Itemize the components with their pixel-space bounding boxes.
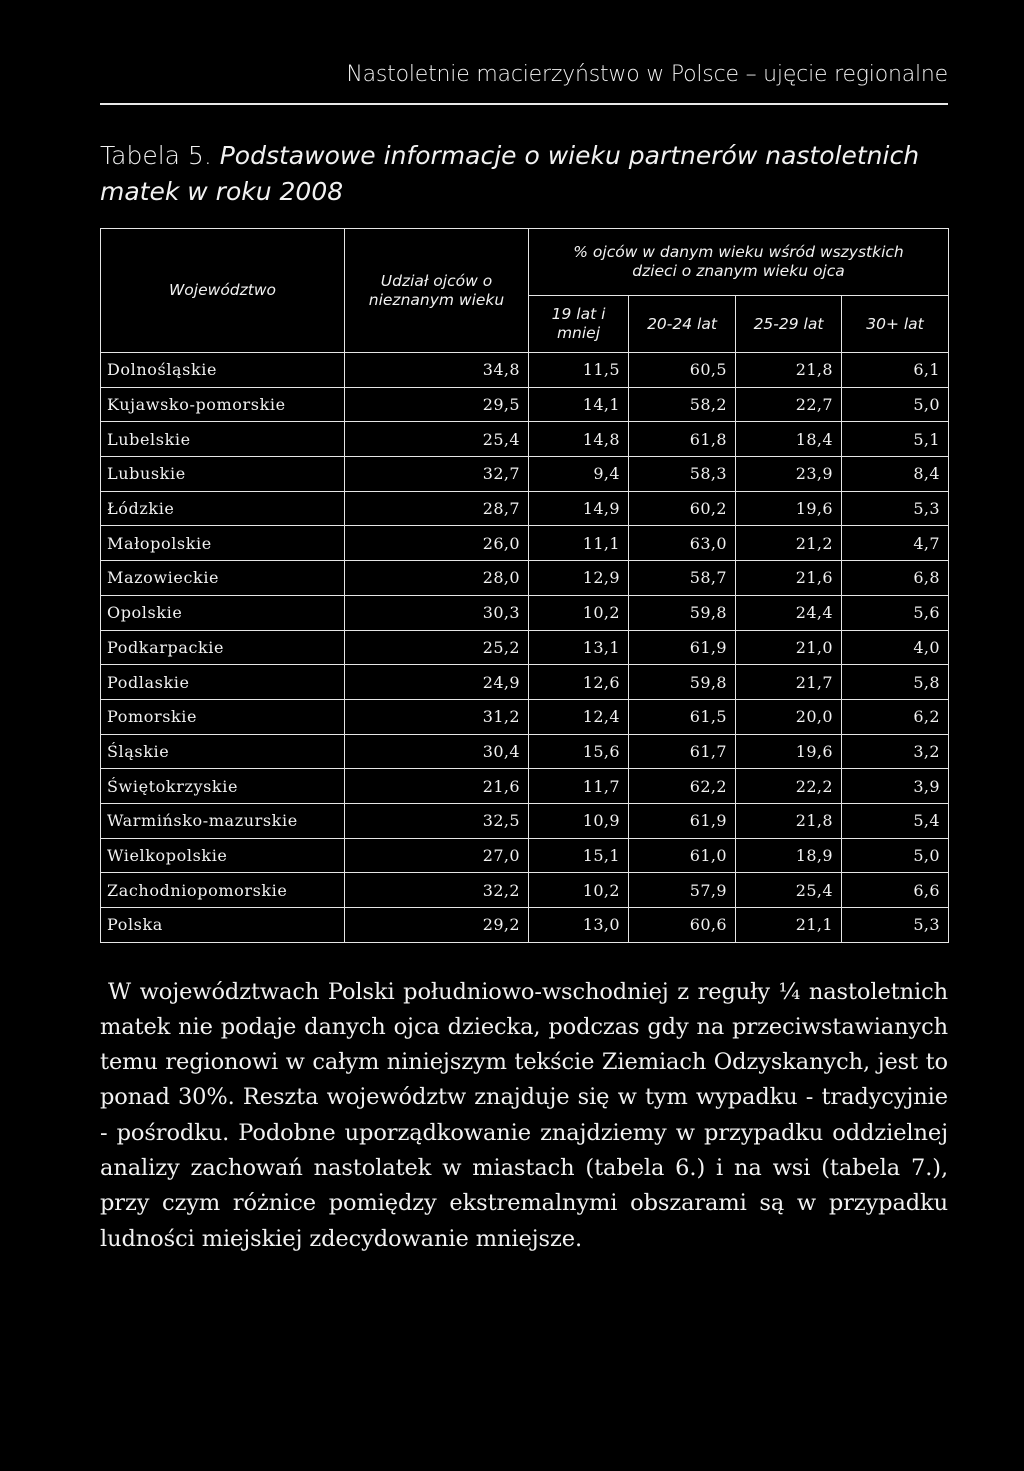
region-cell: Lubelskie: [101, 422, 345, 457]
table-row: [101, 491, 949, 526]
value-cell: 61,0: [629, 838, 736, 873]
table-row: [101, 595, 949, 630]
table-body: [101, 353, 949, 943]
table-row: [101, 769, 949, 804]
region-cell: Śląskie: [101, 734, 345, 769]
value-cell: 6,8: [842, 561, 949, 596]
header-age-group: % ojców w danym wieku wśród wszystkich dzieci o znanym wieku ojca: [529, 229, 949, 296]
header-age-30: 30+ lat: [842, 296, 949, 353]
value-cell: 59,8: [629, 665, 736, 700]
value-cell: 30,4: [345, 734, 529, 769]
value-cell: 5,8: [842, 665, 949, 700]
value-cell: 21,2: [736, 526, 842, 561]
value-cell: 4,0: [842, 630, 949, 665]
value-cell: 21,6: [736, 561, 842, 596]
header-age-25-29: 25-29 lat: [736, 296, 842, 353]
value-cell: 29,2: [345, 908, 529, 943]
value-cell: 11,1: [529, 526, 629, 561]
value-cell: 5,1: [842, 422, 949, 457]
value-cell: 63,0: [629, 526, 736, 561]
value-cell: 11,5: [529, 353, 629, 388]
value-cell: 3,9: [842, 769, 949, 804]
value-cell: 23,9: [736, 457, 842, 492]
table-row: [101, 838, 949, 873]
region-cell: Warmińsko-mazurskie: [101, 803, 345, 838]
header-unknown-age: Udział ojców o nieznanym wieku: [345, 229, 529, 353]
value-cell: 58,7: [629, 561, 736, 596]
value-cell: 25,4: [736, 873, 842, 908]
region-cell: Łódzkie: [101, 491, 345, 526]
value-cell: 21,8: [736, 803, 842, 838]
region-cell: Podlaskie: [101, 665, 345, 700]
value-cell: 28,7: [345, 491, 529, 526]
value-cell: 14,8: [529, 422, 629, 457]
table-row: [101, 734, 949, 769]
value-cell: 10,9: [529, 803, 629, 838]
value-cell: 5,0: [842, 387, 949, 422]
value-cell: 21,1: [736, 908, 842, 943]
region-cell: Świętokrzyskie: [101, 769, 345, 804]
body-paragraph: W województwach Polski południowo-wschodniej z reguły ¼ nastoletnich matek nie podaje danych ojca dziecka, podczas gdy na przeciwstawianych temu regionowi w całym niniejszym tekście Ziemiach Odzyskanych, jest to ponad 30%. Reszta województw znajduje się w tym wypadku - tradycyjnie - pośrodku. Podobne uporządkowanie znajdziemy w przypadku oddzielnej analizy zachowań nastolatek w miastach (tabela 6.) i na wsi (tabela 7.), przy czym różnice pomiędzy ekstremalnymi obszarami są w przypadku ludności miejskiej zdecydowanie mniejsze.: [100, 978, 948, 1252]
region-cell: Wielkopolskie: [101, 838, 345, 873]
value-cell: 61,5: [629, 699, 736, 734]
value-cell: 12,6: [529, 665, 629, 700]
table-row: [101, 353, 949, 388]
value-cell: 21,8: [736, 353, 842, 388]
value-cell: 4,7: [842, 526, 949, 561]
region-cell: Kujawsko-pomorskie: [101, 387, 345, 422]
table-header: [101, 229, 949, 353]
value-cell: 15,6: [529, 734, 629, 769]
value-cell: 5,3: [842, 491, 949, 526]
value-cell: 61,9: [629, 630, 736, 665]
value-cell: 11,7: [529, 769, 629, 804]
value-cell: 12,4: [529, 699, 629, 734]
value-cell: 22,2: [736, 769, 842, 804]
value-cell: 24,9: [345, 665, 529, 700]
value-cell: 61,9: [629, 803, 736, 838]
table-row: [101, 803, 949, 838]
table-row: [101, 387, 949, 422]
value-cell: 58,3: [629, 457, 736, 492]
value-cell: 32,5: [345, 803, 529, 838]
value-cell: 27,0: [345, 838, 529, 873]
value-cell: 21,6: [345, 769, 529, 804]
value-cell: 5,0: [842, 838, 949, 873]
value-cell: 9,4: [529, 457, 629, 492]
value-cell: 6,2: [842, 699, 949, 734]
region-cell: Pomorskie: [101, 699, 345, 734]
value-cell: 10,2: [529, 595, 629, 630]
value-cell: 26,0: [345, 526, 529, 561]
header-age-20-24: 20-24 lat: [629, 296, 736, 353]
value-cell: 61,7: [629, 734, 736, 769]
value-cell: 5,6: [842, 595, 949, 630]
value-cell: 8,4: [842, 457, 949, 492]
value-cell: 30,3: [345, 595, 529, 630]
value-cell: 57,9: [629, 873, 736, 908]
table-row: [101, 630, 949, 665]
region-cell: Podkarpackie: [101, 630, 345, 665]
value-cell: 29,5: [345, 387, 529, 422]
value-cell: 60,6: [629, 908, 736, 943]
table-row: [101, 699, 949, 734]
value-cell: 14,9: [529, 491, 629, 526]
value-cell: 19,6: [736, 734, 842, 769]
value-cell: 25,2: [345, 630, 529, 665]
value-cell: 58,2: [629, 387, 736, 422]
header-region: Województwo: [101, 229, 345, 353]
table-row: [101, 908, 949, 943]
header-rule: [100, 103, 948, 105]
value-cell: 18,4: [736, 422, 842, 457]
table-row: [101, 422, 949, 457]
table-row: [101, 457, 949, 492]
value-cell: 15,1: [529, 838, 629, 873]
value-cell: 28,0: [345, 561, 529, 596]
value-cell: 31,2: [345, 699, 529, 734]
value-cell: 20,0: [736, 699, 842, 734]
table-row: [101, 526, 949, 561]
value-cell: 62,2: [629, 769, 736, 804]
value-cell: 21,7: [736, 665, 842, 700]
region-cell: Polska: [101, 908, 345, 943]
table-row: [101, 873, 949, 908]
value-cell: 3,2: [842, 734, 949, 769]
value-cell: 32,2: [345, 873, 529, 908]
region-cell: Opolskie: [101, 595, 345, 630]
value-cell: 60,5: [629, 353, 736, 388]
value-cell: 5,3: [842, 908, 949, 943]
value-cell: 5,4: [842, 803, 949, 838]
value-cell: 24,4: [736, 595, 842, 630]
header-age-19: 19 lat i mniej: [529, 296, 629, 353]
running-header: Nastoletnie macierzyństwo w Polsce – ujęcie regionalne: [346, 62, 948, 87]
caption-title: Podstawowe informacje o wieku partnerów nastoletnich matek w roku 2008: [100, 141, 920, 206]
value-cell: 60,2: [629, 491, 736, 526]
value-cell: 13,0: [529, 908, 629, 943]
value-cell: 21,0: [736, 630, 842, 665]
value-cell: 13,1: [529, 630, 629, 665]
value-cell: 19,6: [736, 491, 842, 526]
data-table: [100, 228, 949, 943]
value-cell: 32,7: [345, 457, 529, 492]
value-cell: 6,6: [842, 873, 949, 908]
region-cell: Mazowieckie: [101, 561, 345, 596]
region-cell: Zachodniopomorskie: [101, 873, 345, 908]
value-cell: 22,7: [736, 387, 842, 422]
caption-label: Tabela 5.: [100, 141, 212, 170]
value-cell: 59,8: [629, 595, 736, 630]
table-row: [101, 665, 949, 700]
value-cell: 12,9: [529, 561, 629, 596]
value-cell: 10,2: [529, 873, 629, 908]
value-cell: 34,8: [345, 353, 529, 388]
table-row: [101, 561, 949, 596]
value-cell: 61,8: [629, 422, 736, 457]
value-cell: 18,9: [736, 838, 842, 873]
value-cell: 25,4: [345, 422, 529, 457]
value-cell: 6,1: [842, 353, 949, 388]
region-cell: Dolnośląskie: [101, 353, 345, 388]
table-caption: [100, 138, 948, 210]
region-cell: Lubuskie: [101, 457, 345, 492]
region-cell: Małopolskie: [101, 526, 345, 561]
value-cell: 14,1: [529, 387, 629, 422]
